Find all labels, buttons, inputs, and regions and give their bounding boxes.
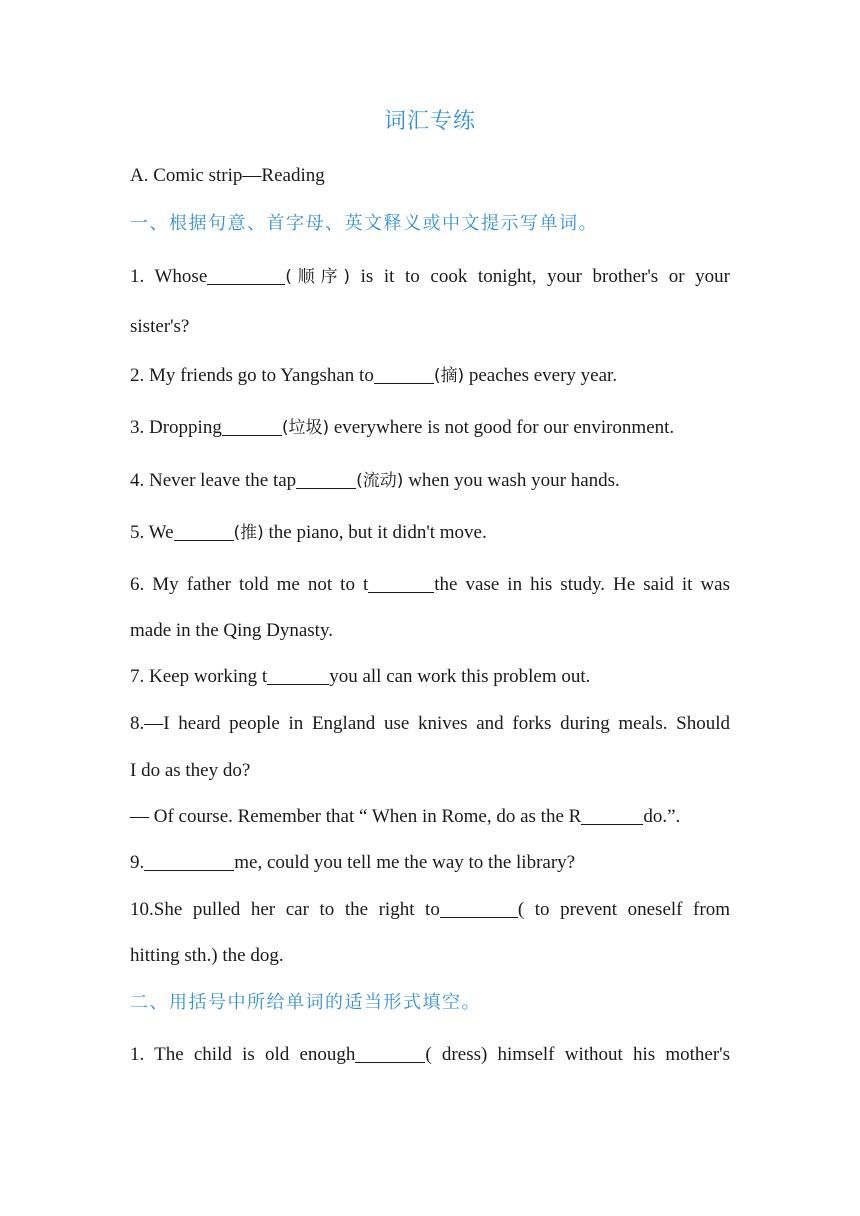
question-3-hint: (垃圾) — [281, 418, 330, 438]
question-7-text-end: you all can work this problem out. — [329, 666, 591, 687]
answer-blank-9[interactable] — [144, 852, 234, 871]
question-5-text-end: the piano, but it didn't move. — [263, 522, 487, 543]
question-7 — [130, 665, 730, 689]
question-4-text: 4. Never leave the tap — [130, 470, 297, 491]
question-1-hint: (顺序) — [285, 267, 351, 287]
section-2-question-1 — [130, 1043, 730, 1067]
question-5-text: 5. We — [130, 522, 174, 543]
question-3 — [130, 416, 730, 440]
question-3-text-end: everywhere is not good for our environment. — [329, 417, 675, 438]
section-1-heading: 一、根据句意、首字母、英文释义或中文提示写单词。 — [130, 213, 598, 234]
question-6-continued: made in the Qing Dynasty. — [130, 620, 333, 641]
question-6-text-end: the vase in his study. He said it was — [434, 574, 730, 595]
question-4-text-end: when you wash your hands. — [403, 470, 620, 491]
question-5-hint: (推) — [233, 523, 264, 543]
part-a-heading: A. Comic strip—Reading — [130, 165, 325, 186]
question-8-continued: I do as they do? — [130, 760, 251, 781]
answer-blank-2[interactable] — [374, 365, 434, 384]
answer-blank-10[interactable] — [440, 899, 518, 918]
question-8-reply — [130, 805, 730, 829]
question-6-text: 6. My father told me not to t — [130, 574, 369, 595]
question-6 — [130, 573, 730, 597]
section-2-answer-blank-1[interactable] — [355, 1044, 425, 1063]
question-1 — [130, 265, 730, 289]
question-10-text: 10.She pulled her car to the right to — [130, 899, 440, 920]
question-1-continued: sister's? — [130, 316, 190, 337]
section-2-question-1-text: 1. The child is old enough — [130, 1044, 356, 1065]
question-9-number: 9. — [130, 852, 145, 873]
question-8-reply-text: — Of course. Remember that “ When in Rome, do as the R — [130, 806, 582, 827]
answer-blank-7[interactable] — [267, 666, 329, 685]
question-5 — [130, 521, 730, 545]
question-10 — [130, 898, 730, 922]
answer-blank-4[interactable] — [296, 470, 356, 489]
question-1-text-end: is it to cook tonight, your brother's or your — [350, 266, 731, 287]
question-7-text: 7. Keep working t — [130, 666, 268, 687]
question-2 — [130, 364, 730, 388]
answer-blank-1[interactable] — [207, 266, 285, 285]
question-4-hint: (流动) — [356, 471, 404, 491]
answer-blank-6[interactable] — [368, 574, 434, 593]
page-title: 词汇专练 — [383, 109, 476, 134]
question-8-reply-end: do.”. — [643, 806, 681, 827]
question-2-text-end: peaches every year. — [464, 365, 618, 386]
answer-blank-8[interactable] — [581, 806, 643, 825]
question-9 — [130, 851, 730, 875]
question-8: 8.—I heard people in England use knives and forks during meals. Should — [130, 713, 730, 734]
question-4 — [130, 469, 730, 493]
question-10-hint: ( to prevent oneself from — [517, 899, 730, 920]
question-9-text: me, could you tell me the way to the library? — [234, 852, 576, 873]
answer-blank-5[interactable] — [174, 522, 234, 541]
section-2-question-1-hint: ( dress) himself without his mother's — [425, 1044, 731, 1065]
question-10-continued: hitting sth.) the dog. — [130, 945, 284, 966]
section-2-heading: 二、用括号中所给单词的适当形式填空。 — [130, 992, 481, 1013]
question-2-text: 2. My friends go to Yangshan to — [130, 365, 374, 386]
question-2-hint: (摘) — [433, 366, 465, 386]
question-1-text: 1. Whose — [130, 266, 208, 287]
question-3-text: 3. Dropping — [130, 417, 222, 438]
answer-blank-3[interactable] — [222, 417, 282, 436]
